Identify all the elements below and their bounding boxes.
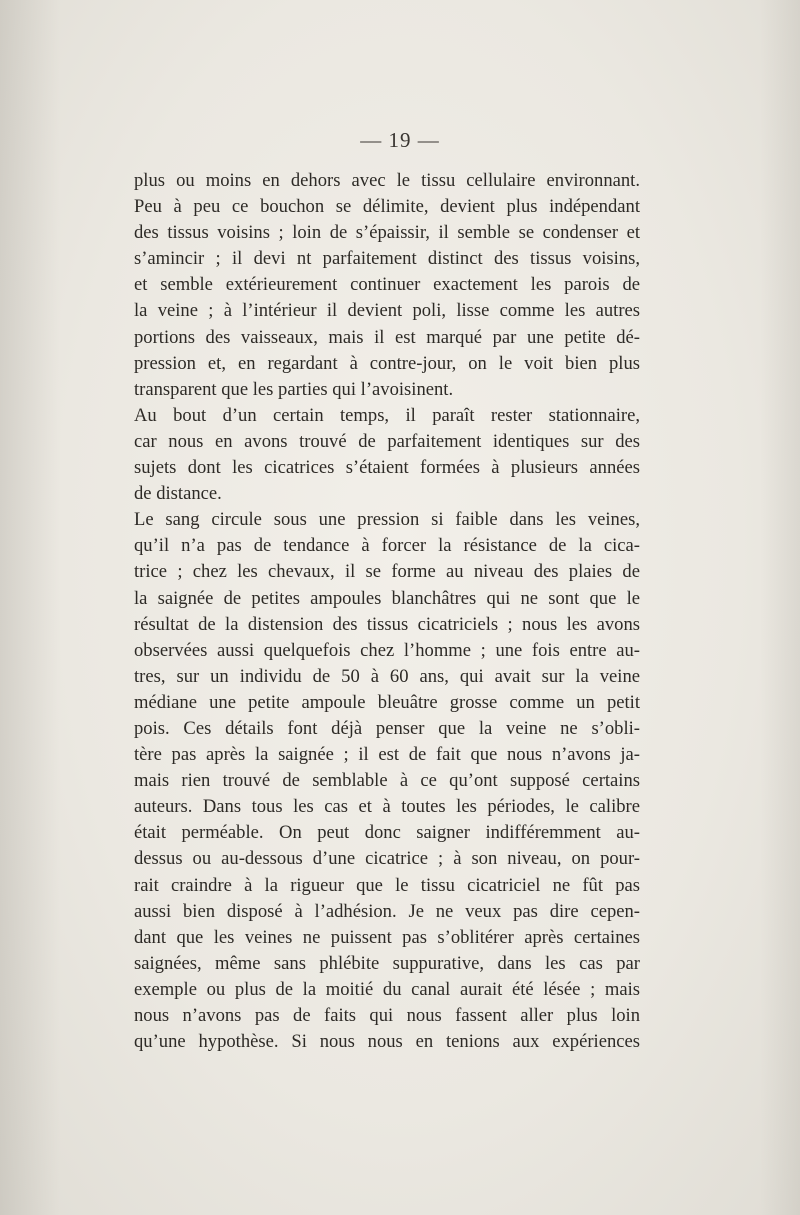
text-line: des tissus voisins ; loin de s’épaissir, il semble se condenser et — [134, 222, 640, 244]
text-line: sujets dont les cicatrices s’étaient formées à plusieurs années — [134, 457, 640, 479]
text-line: Le sang circule sous une pression si faible dans les veines, — [134, 509, 640, 531]
text-line: était perméable. On peut donc saigner indifféremment au- — [134, 822, 640, 844]
page-edge-shadow-left — [0, 0, 60, 1215]
text-line: pois. Ces détails font déjà penser que la veine ne s’obli- — [134, 717, 640, 739]
text-line: portions des vaisseaux, mais il est marqué par une petite dé- — [134, 326, 640, 348]
text-line: dant que les veines ne puissent pas s’oblitérer après certaines — [134, 926, 640, 948]
text-line: Peu à peu ce bouchon se délimite, devient plus indépendant — [134, 196, 640, 218]
text-line: mais rien trouvé de semblable à ce qu’ont supposé certains — [134, 770, 640, 792]
text-line: pression et, en regardant à contre-jour, on le voit bien plus — [134, 352, 640, 374]
text-line: trice ; chez les chevaux, il se forme au niveau des plaies de — [134, 561, 640, 583]
body-text — [134, 168, 640, 1055]
text-line: plus ou moins en dehors avec le tissu cellulaire environnant. — [134, 170, 640, 191]
text-line: dessus ou au-dessous d’une cicatrice ; à son niveau, on pour- — [134, 848, 640, 870]
text-line: tres, sur un individu de 50 à 60 ans, qui avait sur la veine — [134, 665, 640, 687]
text-line: car nous en avons trouvé de parfaitement identiques sur des — [134, 430, 640, 452]
text-line: la saignée de petites ampoules blanchâtres qui ne sont que le — [134, 587, 640, 609]
text-line: aussi bien disposé à l’adhésion. Je ne veux pas dire cepen- — [134, 900, 640, 922]
text-line: la veine ; à l’intérieur il devient poli, lisse comme les autres — [134, 300, 640, 322]
page-number: — 19 — — [360, 128, 440, 152]
text-line: auteurs. Dans tous les cas et à toutes les périodes, le calibre — [134, 796, 640, 818]
text-line: médiane une petite ampoule bleuâtre grosse comme un petit — [134, 691, 640, 713]
text-line: de distance. — [134, 483, 222, 505]
text-line: résultat de la distension des tissus cicatriciels ; nous les avons — [134, 613, 640, 635]
text-line: transparent que les parties qui l’avoisinent. — [134, 378, 454, 400]
text-line: nous n’avons pas de faits qui nous fassent aller plus loin — [134, 1005, 640, 1026]
text-line: et semble extérieurement continuer exactement les parois de — [134, 274, 640, 296]
text-line: qu’il n’a pas de tendance à forcer la résistance de la cica- — [134, 535, 640, 557]
text-line: rait craindre à la rigueur que le tissu cicatriciel ne fût pas — [134, 874, 640, 896]
text-line: tère pas après la saignée ; il est de fait que nous n’avons ja- — [134, 744, 640, 766]
text-line: Au bout d’un certain temps, il paraît rester stationnaire, — [134, 404, 640, 426]
text-line: qu’une hypothèse. Si nous nous en tenions aux expériences — [134, 1031, 640, 1053]
text-line: exemple ou plus de la moitié du canal aurait été lésée ; mais — [134, 978, 640, 1000]
text-line: s’amincir ; il devi nt parfaitement distinct des tissus voisins, — [134, 248, 640, 270]
text-line: saignées, même sans phlébite suppurative, dans les cas par — [134, 952, 640, 974]
text-line: observées aussi quelquefois chez l’homme ; une fois entre au- — [134, 639, 640, 661]
page-edge-shadow-right — [760, 0, 800, 1215]
